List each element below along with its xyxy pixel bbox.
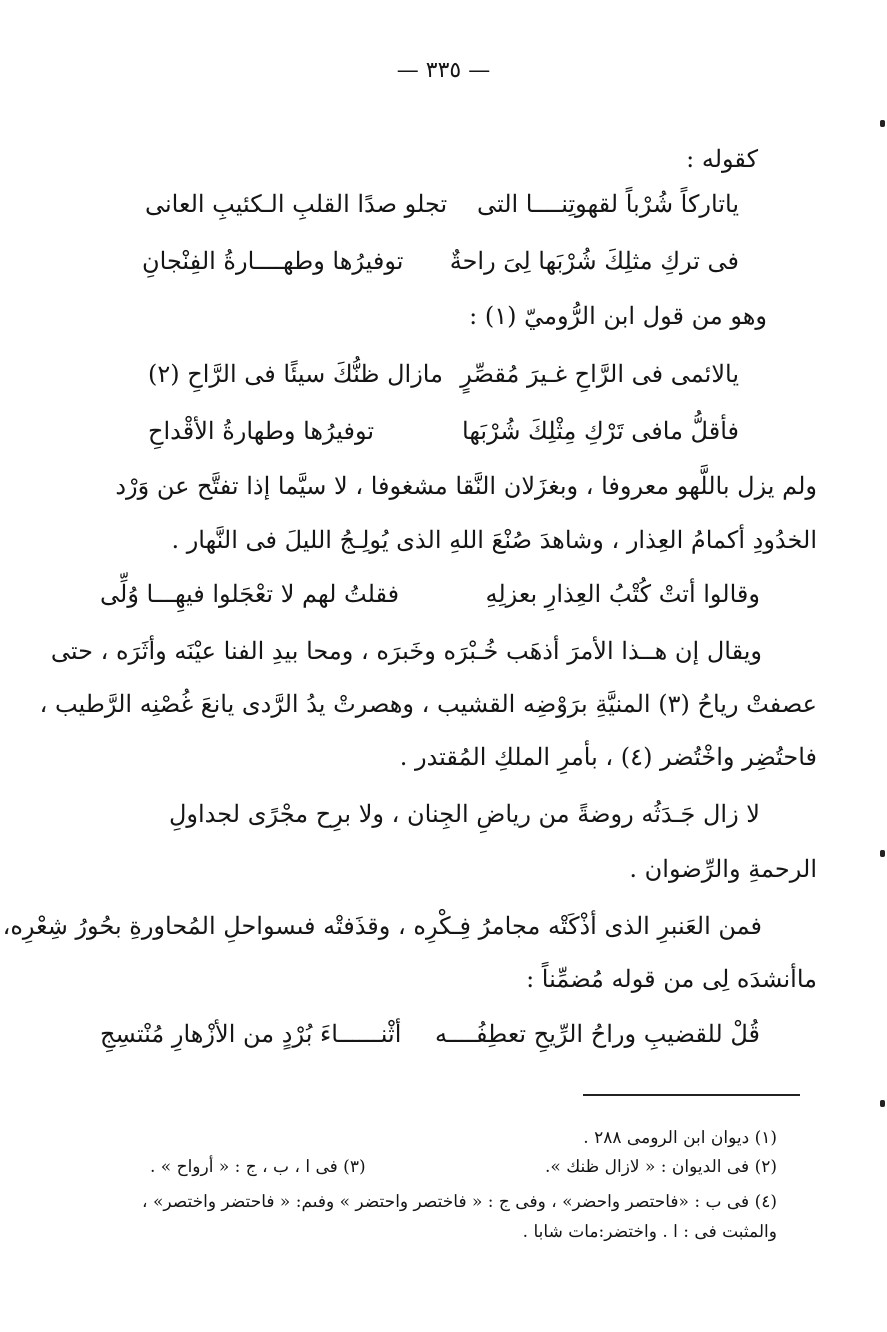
verse-5-second-hemistich: فقلتُ لهم لا تعْجَلوا فيهِـــا وُلِّى [100, 580, 400, 608]
verse-2-second-hemistich: توفيرُها وطهــــارةُ الفِنْجانِ [142, 247, 404, 275]
verse-2-first-hemistich: فى تركِ مثلِكَ شُرْبَها لِىَ راحةٌ [449, 247, 739, 275]
verse-3-first-hemistich: يالائمى فى الرَّاحِ غـيرَ مُقصِّرٍ [460, 360, 739, 388]
paragraph-4-line-2: ماأنشدَه لِى من قوله مُضمِّناً : [526, 965, 817, 993]
edge-mark [880, 120, 885, 127]
paragraph-2-line-3: فاحتُضِر واخْتُضر (٤) ، بأمرِ الملكِ المُقتدر . [399, 743, 817, 771]
footnote-1: (١) ديوان ابن الرومى ٢٨٨ . [583, 1128, 777, 1148]
verse-3-second-hemistich: مازال ظنُّكَ سيئًا فى الرَّاحِ (٢) [148, 360, 443, 388]
paragraph-3-line-2: الرحمةِ والرِّضوان . [629, 855, 817, 883]
footnote-4-line-2: والمثبت فى : ا . واختضر:مات شابا . [522, 1222, 777, 1242]
paragraph-2-line-2: عصفتْ رياحُ (٣) المنيَّةِ برَوْضِه القشيب ، وهصرتْ يدُ الرَّدى يانعَ غُصْنِه الرَّطيب ، [39, 690, 817, 718]
paragraph-3-line-1: لا زال جَـدَثُه روضةً من رياضِ الجِنان ، ولا برِح مجْرًى لجداولِ [168, 800, 760, 828]
paragraph-2-line-1: ويقال إن هــذا الأمرَ أذهَب خُـبْرَه وخَبرَه ، ومحا بيدِ الفنا عيْنَه وأثَرَه ، حتى [50, 637, 762, 665]
paragraph-4-line-1: فمن العَنبرِ الذى أذْكَتْه مجامرُ فِـكْرِه ، وقذَفتْه فىسواحلِ المُحاورةِ بحُورُ شِعْرِه، [2, 912, 762, 940]
footnote-separator [583, 1094, 800, 1096]
footnote-4-line-1: (٤) فى ب : «فاحتصر واحضر» ، وفى ج : « فاختصر واحتضر » وفىم: « فاحتضر واختصر» ، [142, 1192, 777, 1212]
verse-6-first-hemistich: قُلْ للقضيبِ وراحُ الرِّيحِ تعطِفُــــه [435, 1020, 760, 1048]
intro-text: كقوله : [686, 145, 758, 173]
verse-4-first-hemistich: فأقلُّ مافى تَرْكِ مِثْلِكَ شُرْبَها [462, 417, 739, 445]
verse-1-second-hemistich: تجلو صدًا القلبِ الـكئيبِ العانى [145, 190, 448, 218]
paragraph-1-line-1: ولم يزل باللَّهو معروفا ، وبغزَلان النَّقا مشغوفا ، لا سيَّما إذا تفتَّح عن وَرْد [115, 472, 817, 500]
footnote-2: (٢) فى الديوان : « لازال ظنك ». [545, 1157, 777, 1177]
verse-1-first-hemistich: ياتاركاً شُرْباً لقهوتِنــــا التى [476, 190, 739, 218]
verse-6-second-hemistich: أثْنــــــاءَ بُرْدٍ من الأزْهارِ مُنْتسِجِ [100, 1020, 402, 1048]
paragraph-1-line-2: الخدُودِ أكمامُ العِذار ، وشاهدَ صُنْعَ اللهِ الذى يُولِـجُ الليلَ فى النَّهار . [171, 526, 817, 554]
verse-5-first-hemistich: وقالوا أتتْ كُتْبُ العِذارِ بعزلِهِ [485, 580, 760, 608]
footnote-3: (٣) فى ا ، ب ، ج : « أرواح » . [150, 1157, 366, 1177]
edge-mark [880, 1100, 885, 1107]
page-number: — ٣٣٥ — [396, 58, 491, 83]
source-line: وهو من قول ابن الرُّوميّ (١) : [469, 302, 767, 330]
verse-4-second-hemistich: توفيرُها وطهارةُ الأقْداحِ [148, 417, 375, 445]
edge-mark [880, 850, 885, 857]
